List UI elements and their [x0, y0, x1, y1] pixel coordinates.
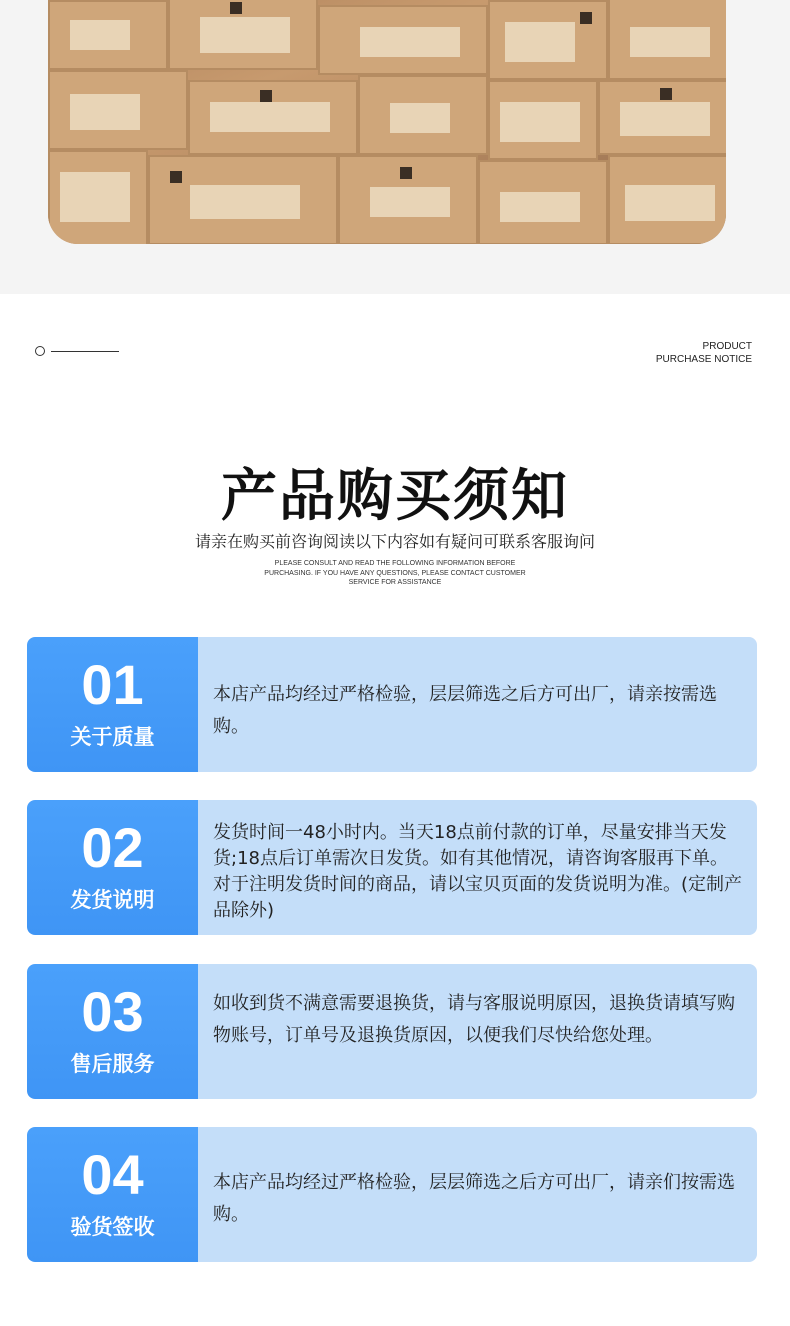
carton: [338, 155, 478, 244]
card-number: 03: [81, 980, 144, 1043]
english-note-line1: PLEASE CONSULT AND READ THE FOLLOWING INFORMATION BEFORE: [274, 560, 516, 567]
circle-icon: [35, 346, 45, 356]
card-text: 本店产品均经过严格检验，层层筛选之后方可出厂，请亲按需选购。: [213, 684, 717, 737]
carton: [48, 70, 188, 150]
english-note: [0, 559, 790, 588]
carton: [608, 0, 726, 80]
carton: [488, 80, 598, 160]
english-note-line2: PURCHASING. IF YOU HAVE ANY QUESTIONS, PLEASE CONTACT CUSTOMER: [264, 569, 526, 577]
card-badge: [27, 964, 198, 1099]
page-subtitle: 请亲在购买前咨询阅读以下内容如有疑问可联系客服询问: [194, 532, 595, 551]
carton: [478, 160, 608, 244]
card-text: 本店产品均经过严格检验，层层筛选之后方可出厂，请亲们按需选购。: [213, 1172, 735, 1225]
card-number: 04: [81, 1143, 144, 1206]
english-note-line3: SERVICE FOR ASSISTANCE: [348, 579, 442, 586]
section-tag-line2: PURCHASE NOTICE: [655, 354, 752, 365]
carton: [48, 150, 148, 244]
carton: [318, 5, 488, 75]
carton: [608, 155, 726, 244]
section-tag: [656, 340, 752, 366]
page-title: 产品购买须知: [221, 464, 569, 529]
carton: [188, 80, 358, 155]
carton: [148, 155, 338, 244]
card-title: 售后服务: [70, 1052, 155, 1076]
card-badge: [27, 637, 198, 772]
card-text: 如收到货不满意需要退换货，请与客服说明原因，退换货请填写购物账号，订单号及退换货原因，以便我们尽快给您处理。: [213, 993, 735, 1046]
card-badge: [27, 1127, 198, 1262]
carton: [48, 0, 168, 70]
notice-card-quality: [27, 637, 757, 772]
card-title: 关于质量: [70, 725, 155, 749]
carton: [598, 80, 726, 155]
carton: [488, 0, 608, 80]
card-text: 发货时间一48小时内。当天18点前付款的订单，尽量安排当天发货;18点后订单需次日发货。如有其他情况，请咨询客服再下单。对于注明发货时间的商品，请以宝贝页面的发货说明为准。(定制产品除外): [213, 822, 743, 921]
notice-card-inspection: [27, 1127, 757, 1262]
warehouse-boxes-photo: [48, 0, 726, 244]
carton: [168, 0, 318, 70]
card-title: 验货签收: [70, 1215, 155, 1239]
card-number: 01: [81, 653, 144, 716]
card-number: 02: [81, 816, 144, 879]
section-tag-line1: PRODUCT: [702, 341, 752, 352]
card-badge: [27, 800, 198, 935]
divider: [51, 351, 119, 352]
card-title: 发货说明: [70, 888, 155, 912]
notice-card-after-sales: [27, 964, 757, 1099]
top-band: [0, 0, 790, 294]
notice-card-shipping: [27, 800, 757, 935]
carton: [358, 75, 488, 155]
